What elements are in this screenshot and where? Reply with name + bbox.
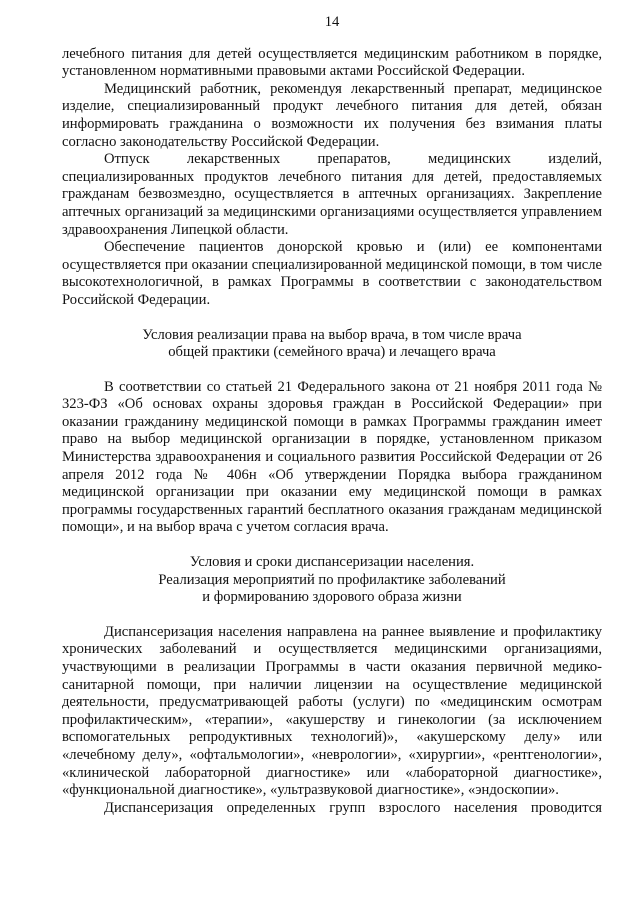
paragraph-doctor-recommendation: Медицинский работник, рекомендуя лекарственный препарат, медицинское изделие, специализированный продукт лечебного питания для детей, обязан информировать гражданина о возможности их получения без взимания платы согласно законодательству Российской Федерации. (62, 80, 602, 150)
paragraph-doctor-choice: В соответствии со статьей 21 Федерального закона от 21 ноября 2011 года № 323-ФЗ «Об основах охраны здоровья граждан в Российской Федерации» при оказании гражданину медицинской помощи в рамках Программы гражданин имеет право на выбор медицинской организации в порядке, установленном приказом Министерства здравоохранения и социального развития Российской Федерации от 26 апреля 2012 года № 406н «Об утверждении Порядка выбора гражданином медицинской организации при оказании ему медицинской помощи в рамках программы государственных гарантий бесплатного оказания гражданам медицинской помощи», и на выбор врача с учетом согласия врача. (62, 378, 602, 536)
document-page (62, 14, 602, 817)
paragraph-pharmacy-dispensing: Отпуск лекарственных препаратов, медицинских изделий, специализированных продуктов лечебного питания для детей, предоставляемых гражданам безвозмездно, осуществляется в аптечных организациях. Закрепление аптечных организаций за медицинскими организациями осуществляется управлением здравоохранения Липецкой области. (62, 151, 602, 238)
section-heading-doctor-choice (62, 327, 602, 362)
heading-line: Реализация мероприятий по профилактике заболеваний (158, 571, 506, 588)
heading-line: Условия реализации права на выбор врача, в том числе врача (142, 326, 522, 343)
paragraph-donor-blood: Обеспечение пациентов донорской кровью и (или) ее компонентами осуществляется при оказании специализированной медицинской помощи, в том числе высокотехнологичной, в рамках Программы в соответствии с законодательством Российской Федерации. (62, 239, 602, 308)
paragraph-continuation: лечебного питания для детей осуществляется медицинским работником в порядке, установленном нормативными правовыми актами Российской Федерации. (62, 45, 602, 80)
page-number: 14 (324, 14, 340, 30)
section-heading-dispensary (62, 554, 602, 607)
paragraph-dispensary-groups: Диспансеризация определенных групп взрослого населения проводится (104, 799, 602, 816)
heading-line: Условия и сроки диспансеризации населения. (189, 554, 475, 571)
heading-line: общей практики (семейного врача) и лечащего врача (168, 344, 496, 361)
heading-line: и формированию здорового образа жизни (202, 589, 462, 606)
paragraph-dispensary-purpose: Диспансеризация населения направлена на раннее выявление и профилактику хронических заболеваний и осуществляется медицинскими организациями, участвующими в реализации Программы в части оказания первичной медико-санитарной помощи, при наличии лицензии на осуществление медицинской деятельности, предусматривающей работы (услуги) по «медицинским осмотрам профилактическим», «терапии», «акушерству и гинекологии (за исключением вспомогательных репродуктивных технологий)», «акушерскому делу» или «лечебному делу», «офтальмологии», «неврологии», «хирургии», «рентгенологии», «клинической лабораторной диагностике» или «лабораторной диагностике», «функциональной диагностике», «ультразвуковой диагностике», «эндоскопии». (62, 623, 602, 799)
